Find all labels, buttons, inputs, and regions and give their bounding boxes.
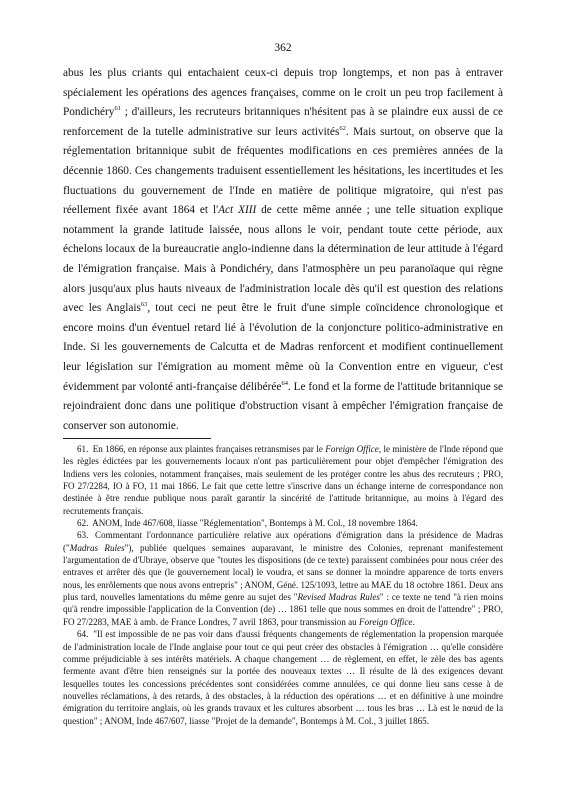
body-text-segment: ; d'ailleurs, les recruteurs britanniques n'hésitent pas à se plaindre eux aussi de ce renforcement de la tutelle administrative sur leurs activités bbox=[63, 106, 503, 138]
footnote-number: 64. bbox=[77, 629, 89, 640]
footnote-italic: Madras Rules bbox=[69, 542, 125, 553]
body-text-segment: , tout ceci ne peut être le fruit d'une simple coïncidence chronologique et encore moins d'un éventuel retard lié à l'évolution de la conjoncture politico-administrative en Inde. Si les gouvernements de Calcutta et de Madras renforcent et modifient continuellement leur législation sur l'émigration au moment même où la Convention entre en vigueur, c'est évidemment par volonté anti-française délibérée bbox=[63, 302, 503, 393]
footnote-62 bbox=[63, 517, 503, 529]
footnote-text: ANOM, Inde 467/608, liasse "Réglementation", Bontemps à M. Col., 18 novembre 1864. bbox=[92, 518, 418, 529]
footnote-text: " : ce texte ne tend "à rien moins qu'à rendre impossible l'application de la Convention (de) … 1861 telle que nous sommes en droit de l'attendre" ; PRO, FO 27/2283, MAE à amb. de France Londres, 7 avril 1863, pour transmission au bbox=[63, 592, 503, 627]
page-number: 362 bbox=[274, 42, 292, 54]
footnote-text: . bbox=[412, 616, 415, 627]
footnote-63 bbox=[63, 529, 503, 628]
footnote-text: "), publiée quelques semaines auparavant, le ministre des Colonies, reprenant manifestement l'argumentation de d'Ubraye, observe que "toutes les dispositions (de ce texte) paraissent combinées pour nous créer des entraves et arrêter dès que (le gouvernement local) le voudra, et sans se donner la moindre apparence de torts envers nous, les enrôlements que nous avons entrepris" ; ANOM, Géné. 125/1093, lettre au MAE du 18 octobre 1861. Deux ans plus tard, nouvelles lamentations du même genre au sujet des " bbox=[63, 542, 504, 603]
footnote-61 bbox=[63, 443, 503, 517]
footnote-italic: Foreign Office bbox=[325, 444, 379, 454]
footnotes-section bbox=[63, 443, 503, 727]
footnote-number: 63. bbox=[77, 530, 89, 541]
footnote-ref-61: 61 bbox=[114, 105, 121, 113]
footnote-ref-64: 64 bbox=[281, 379, 288, 387]
body-text-segment: . Mais surtout, on observe que la réglementation britannique subit de fréquentes modifications en ces premières années de la décennie 1860. Ces changements traduisent essentiellement les hésitations, les incertitudes et les fluctuations du gouvernement de l'Inde en matière de politique migratoire, qui n'est pas réellement fixée avant 1864 et l' bbox=[63, 125, 503, 217]
footnote-text: Commentant l'ordonnance particulière relative aux opérations d'émigration dans la présidence de Madras (" bbox=[63, 530, 503, 553]
footnote-italic: Revised Madras Rules bbox=[297, 592, 380, 603]
body-text-segment: . Le fond et la forme de l'attitude britannique se rejoindraient donc dans une politique d'obstruction visant à empêcher l'émigration française de conserver son autonomie. bbox=[63, 380, 503, 432]
footnote-separator bbox=[63, 438, 211, 439]
main-paragraph bbox=[63, 64, 503, 436]
footnote-italic: Foreign Office bbox=[359, 616, 413, 627]
footnote-ref-62: 62 bbox=[339, 125, 346, 133]
act-xiii-italic: Act XIII bbox=[218, 204, 257, 217]
footnote-number: 61. bbox=[77, 444, 89, 454]
body-text-segment: de cette même année ; une telle situation explique notamment la grande latitude laissée, nous allons le voir, pendant toute cette période, aux échelons locaux de la bureaucratie anglo-indienne dans la détermination de leur attitude à l'égard de l'émigration française. Mais à Pondichéry, dans l'atmosphère un peu paranoïaque qui règne alors jusqu'aux plus hauts niveaux de l'administration locale dès qu'il est question des relations avec les Anglais bbox=[63, 204, 503, 315]
footnote-text: En 1866, en réponse aux plaintes françaises retransmises par le bbox=[92, 444, 326, 454]
footnote-64 bbox=[63, 628, 503, 727]
footnote-number: 62. bbox=[77, 518, 89, 529]
footnote-text: "Il est impossible de ne pas voir dans d'aussi fréquents changements de réglementation la propension marquée de l'administration locale de l'Inde anglaise pour tout ce qui peut créer des obstacles à l'émigration … qu'elle considère comme préjudiciable à ses intérêts matériels. A chaque changement … de règlement, en effet, le zèle des bas agents fermente avant d'être bien renseignés sur la portée des nouveaux textes … Il résulte de là des exigences devant lesquelles toutes les concessions précédentes sont considérées comme annulées, ce qui donne lieu sans cesse à de nouvelles réclamations, à des retards, à des obstacles, à la réduction des opérations … et en définitive à une moindre émigration du territoire anglais, où les grands travaux et les cultures absorbent … tous les bras … Là est le nœud de la question" ; ANOM, Inde 467/607, liasse "Projet de la demande", Bontemps à M. Col., 3 juillet 1865. bbox=[63, 629, 503, 726]
footnote-text: , le ministère de l'Inde répond que les règles édictées par les gouvernements locaux n'ont pas particulièrement pour objet d'empêcher l'émigration des Indiens vers les colonies, notamment françaises, mais seulement de les protéger contre les abus des recruteurs ; PRO, FO 27/2284, IO à FO, 11 mai 1866. Le fait que cette lettre s'inscrive dans un échange interne de correspondance non destinée à être rendue publique nous paraît garantir la sincérité de l'attitude britannique, au moins à l'égard des recrutements français. bbox=[63, 444, 504, 516]
body-text-segment: abus les plus criants qui entachaient ceux-ci depuis trop longtemps, et non pas à entraver spécialement les opérations des agences françaises, comme on le croit un peu trop facilement à Pondichéry bbox=[63, 67, 503, 119]
footnote-ref-63: 63 bbox=[140, 301, 148, 309]
